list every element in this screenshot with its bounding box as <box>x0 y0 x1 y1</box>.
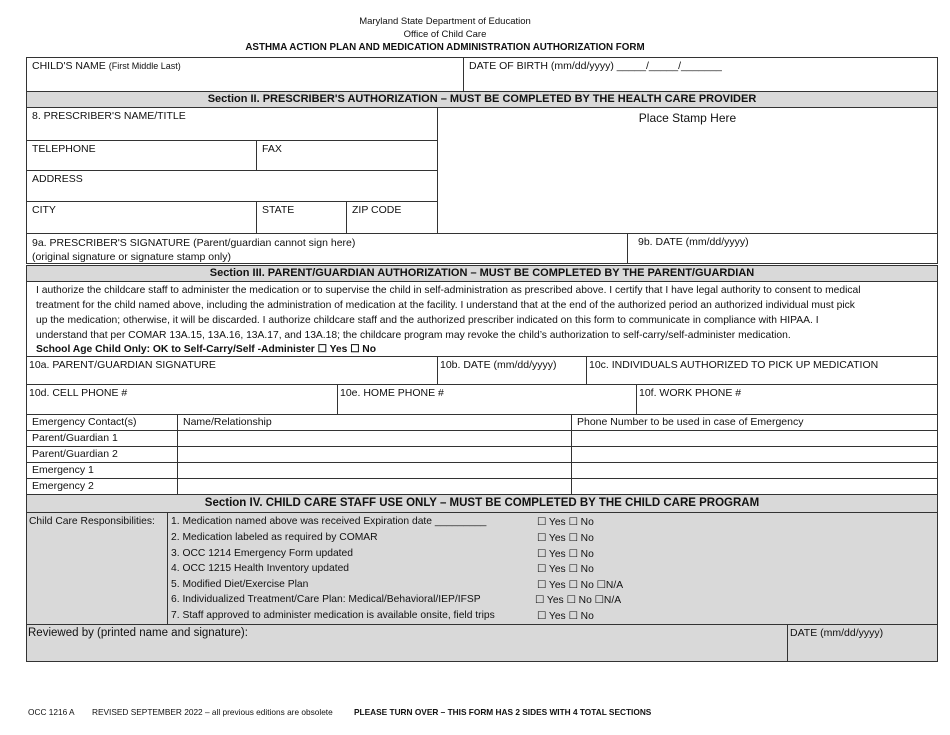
dob-label: DATE OF BIRTH (mm/dd/yyyy) _____/_____/_______ <box>469 60 722 72</box>
checklist-check-7[interactable]: ☐ Yes ☐ No <box>537 611 594 622</box>
stamp-label: Place Stamp Here <box>638 111 737 125</box>
contact-type: Emergency 1 <box>32 464 94 476</box>
home-phone-field[interactable] <box>337 384 637 415</box>
cell-phone-label: 10d. CELL PHONE # <box>29 387 128 399</box>
agency-name: Maryland State Department of Education <box>359 16 531 27</box>
zip-label: ZIP CODE <box>352 204 402 216</box>
review-date-label: DATE (mm/dd/yyyy) <box>790 627 884 639</box>
self-carry-option[interactable]: School Age Child Only: OK to Self-Carry/Self -Administer ☐ Yes ☐ No <box>36 344 377 355</box>
cell-phone-field[interactable] <box>26 384 338 415</box>
address-label: ADDRESS <box>32 173 83 185</box>
fax-field[interactable] <box>256 140 438 171</box>
contacts-header-phone <box>571 414 938 431</box>
section2-title: Section II. PRESCRIBER'S AUTHORIZATION – MUST BE COMPLETED BY THE HEALTH CARE PROVIDER <box>26 91 938 108</box>
work-phone-label: 10f. WORK PHONE # <box>639 387 742 399</box>
auth-para-line-2: treatment for the child named above, including the administration of medication at the facility. I understand that at the end of the authorized period an authorized individual must pick <box>36 300 855 311</box>
parent-date-label: 10b. DATE (mm/dd/yyyy) <box>440 359 557 371</box>
pickup-label: 10c. INDIVIDUALS AUTHORIZED TO PICK UP MEDICATION <box>589 359 879 371</box>
contact-type: Parent/Guardian 2 <box>32 448 118 460</box>
contact-phone-input[interactable] <box>571 478 938 495</box>
reviewed-by-label: Reviewed by (printed name and signature): <box>28 627 248 639</box>
prescriber-date-field[interactable] <box>627 233 938 264</box>
checklist-check-2[interactable]: ☐ Yes ☐ No <box>537 533 594 544</box>
parent-signature-field[interactable] <box>26 356 438 385</box>
contact-type: Emergency 2 <box>32 480 94 492</box>
work-phone-field[interactable] <box>636 384 938 415</box>
prescriber-name-label: 8. PRESCRIBER'S NAME/TITLE <box>32 110 186 122</box>
checklist-divider <box>167 513 168 625</box>
contact-name-input[interactable] <box>177 430 572 447</box>
revision-note: REVISED SEPTEMBER 2022 – all previous editions are obsolete <box>92 707 333 717</box>
section3-title: Section III. PARENT/GUARDIAN AUTHORIZATION – MUST BE COMPLETED BY THE PARENT/GUARDIAN <box>26 265 938 282</box>
checklist-check-6[interactable]: ☐ Yes ☐ No ☐N/A <box>535 595 622 606</box>
checklist-item-6: 6. Individualized Treatment/Care Plan: Medical/Behavioral/IEP/IFSP <box>171 594 481 605</box>
section4-title: Section IV. CHILD CARE STAFF USE ONLY – MUST BE COMPLETED BY THE CHILD CARE PROGRAM <box>26 494 938 513</box>
parent-date-field[interactable] <box>437 356 587 385</box>
office-name: Office of Child Care <box>403 29 487 40</box>
date-of-birth-field[interactable] <box>463 57 938 92</box>
turn-over-note: PLEASE TURN OVER – THIS FORM HAS 2 SIDES WITH 4 TOTAL SECTIONS <box>354 707 652 717</box>
checklist-item-4: 4. OCC 1215 Health Inventory updated <box>171 563 350 574</box>
contacts-header-type <box>26 414 178 431</box>
auth-para-line-3: up the medication; otherwise, it will be discarded. I authorize childcare staff and the authorized prescriber indicated on this form to communicate in compliance with HIPAA. I <box>36 315 819 326</box>
fax-label: FAX <box>262 143 282 155</box>
parent-signature-label: 10a. PARENT/GUARDIAN SIGNATURE <box>29 359 216 371</box>
responsibilities-label: Child Care Responsibilities: <box>29 516 155 527</box>
zip-field[interactable] <box>346 201 438 234</box>
form-number: OCC 1216 A <box>28 707 75 717</box>
prescriber-date-label: 9b. DATE (mm/dd/yyyy) <box>638 236 749 248</box>
checklist-check-1[interactable]: ☐ Yes ☐ No <box>537 517 594 528</box>
checklist-check-4[interactable]: ☐ Yes ☐ No <box>537 564 594 575</box>
staff-checklist-box <box>26 512 938 625</box>
signature-label: 9a. PRESCRIBER'S SIGNATURE (Parent/guardian cannot sign here) <box>32 237 356 249</box>
contact-type: Parent/Guardian 1 <box>32 432 118 444</box>
checklist-item-3: 3. OCC 1214 Emergency Form updated <box>171 548 354 559</box>
child-name-field[interactable] <box>26 57 464 92</box>
header-text: Phone Number to be used in case of Emergency <box>577 416 804 428</box>
state-label: STATE <box>262 204 295 216</box>
auth-para-line-4: understand that per COMAR 13A.15, 13A.16, 13A.17, and 13A.18; the childcare program may revoke the child’s authorization to self-carry/self-administer medication. <box>36 330 791 341</box>
telephone-field[interactable] <box>26 140 257 171</box>
reviewed-by-field[interactable] <box>26 624 788 662</box>
header-text: Emergency Contact(s) <box>32 416 137 428</box>
contact-phone-input[interactable] <box>571 446 938 463</box>
telephone-label: TELEPHONE <box>32 143 96 155</box>
checklist-check-3[interactable]: ☐ Yes ☐ No <box>537 549 594 560</box>
form-title: ASTHMA ACTION PLAN AND MEDICATION ADMINISTRATION AUTHORIZATION FORM <box>245 42 645 53</box>
header-text: Name/Relationship <box>183 416 272 428</box>
table-row <box>26 446 178 463</box>
state-field[interactable] <box>256 201 347 234</box>
auth-para-line-1: I authorize the childcare staff to administer the medication or to supervise the child in self-administration as prescribed above. I certify that I have legal authority to consent to medical <box>36 285 861 296</box>
checklist-item-5: 5. Modified Diet/Exercise Plan <box>171 579 309 590</box>
child-name-hint: (First Middle Last) <box>108 61 181 71</box>
address-field[interactable] <box>26 170 438 202</box>
checklist-item-7: 7. Staff approved to administer medication is available onsite, field trips <box>171 610 495 621</box>
contacts-header-name <box>177 414 572 431</box>
contact-phone-input[interactable] <box>571 430 938 447</box>
signature-hint: (original signature or signature stamp only) <box>32 251 232 263</box>
prescriber-signature-field[interactable] <box>26 233 628 264</box>
city-field[interactable] <box>26 201 257 234</box>
contact-phone-input[interactable] <box>571 462 938 479</box>
table-row <box>26 462 178 479</box>
city-label: CITY <box>32 204 56 216</box>
table-row <box>26 430 178 447</box>
child-name-label: CHILD'S NAME <box>32 60 106 72</box>
contact-name-input[interactable] <box>177 462 572 479</box>
home-phone-label: 10e. HOME PHONE # <box>340 387 444 399</box>
contact-name-input[interactable] <box>177 446 572 463</box>
contact-name-input[interactable] <box>177 478 572 495</box>
table-row <box>26 478 178 495</box>
checklist-item-1: 1. Medication named above was received Expiration date _________ <box>171 516 487 527</box>
prescriber-name-field[interactable] <box>26 107 438 141</box>
stamp-area[interactable] <box>437 107 938 234</box>
pickup-individuals-field[interactable] <box>586 356 938 385</box>
checklist-item-2: 2. Medication labeled as required by COMAR <box>171 532 378 543</box>
review-date-field[interactable] <box>787 624 938 662</box>
checklist-check-5[interactable]: ☐ Yes ☐ No ☐N/A <box>537 580 624 591</box>
